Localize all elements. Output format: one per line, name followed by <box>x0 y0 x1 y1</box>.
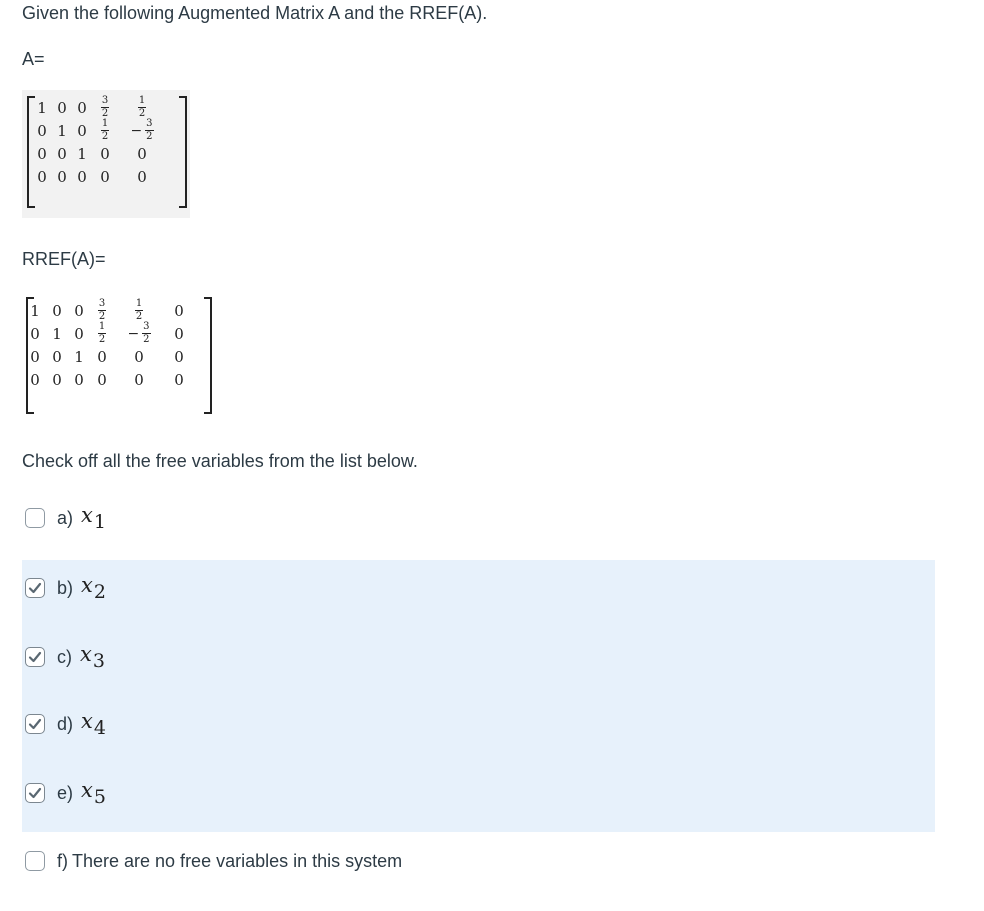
matrix-entry <box>114 345 164 368</box>
matrix-entry <box>68 345 90 368</box>
variable-symbol: x <box>81 573 93 597</box>
option-checkbox[interactable] <box>25 851 45 871</box>
checkmark-icon <box>28 650 42 664</box>
matrix-value: 0 <box>57 98 67 117</box>
matrix-rref-grid <box>24 299 194 391</box>
option-checkbox[interactable] <box>25 508 45 528</box>
matrix-value: 0 <box>174 347 184 366</box>
option-letter: a) <box>57 507 74 528</box>
matrix-value: 0 <box>97 370 107 389</box>
matrix-entry <box>52 96 72 119</box>
matrix-value: 0 <box>137 167 147 186</box>
option-variable <box>80 642 105 672</box>
matrix-value: 1 <box>52 324 62 343</box>
option-f[interactable] <box>25 846 402 876</box>
matrix-entry <box>118 96 166 119</box>
matrix-entry <box>114 368 164 391</box>
matrix-a <box>22 90 190 218</box>
matrix-value: 0 <box>74 324 84 343</box>
matrix-value: 1 <box>74 347 84 366</box>
matrix-value: 1 <box>77 144 87 163</box>
matrix-value: 0 <box>30 324 40 343</box>
option-letter: e) <box>57 782 74 803</box>
matrix-entry <box>32 119 52 142</box>
matrix-value: 0 <box>52 370 62 389</box>
matrix-entry <box>52 119 72 142</box>
matrix-entry <box>90 322 114 345</box>
matrix-a-grid <box>32 96 166 188</box>
checkmark-icon <box>28 786 42 800</box>
matrix-entry <box>32 96 52 119</box>
option-a[interactable] <box>25 503 106 533</box>
matrix-entry <box>90 299 114 322</box>
matrix-entry <box>118 165 166 188</box>
variable-subscript: 2 <box>93 581 106 603</box>
option-letter: b) <box>57 577 74 598</box>
variable-subscript: 5 <box>93 786 106 808</box>
variable-symbol: x <box>81 503 93 527</box>
matrix-value: 0 <box>37 167 47 186</box>
matrix-value: 0 <box>174 370 184 389</box>
option-checkbox[interactable] <box>25 578 45 598</box>
matrix-value: 0 <box>77 98 87 117</box>
matrix-fraction: − $\frac{3}{2}$ <box>127 321 150 345</box>
matrix-entry <box>68 322 90 345</box>
option-variable <box>81 573 106 603</box>
instruction-text: Check off all the free variables from the list below. <box>22 451 418 471</box>
matrix-entry <box>118 119 166 142</box>
matrix-value: 0 <box>137 144 147 163</box>
matrix-value: 0 <box>77 121 87 140</box>
matrix-entry <box>90 345 114 368</box>
checkmark-icon <box>28 717 42 731</box>
matrix-entry <box>92 119 118 142</box>
matrix-entry <box>32 142 52 165</box>
matrix-value: 0 <box>52 301 62 320</box>
option-variable <box>81 709 106 739</box>
option-text: There are no free variables in this system <box>72 850 403 871</box>
matrix-entry <box>68 299 90 322</box>
matrix-rref <box>22 293 216 421</box>
matrix-entry <box>72 142 92 165</box>
matrix-value: 0 <box>57 144 67 163</box>
matrix-a-right-bracket <box>179 96 187 208</box>
option-c[interactable] <box>25 642 105 672</box>
matrix-value: 0 <box>77 167 87 186</box>
option-d[interactable] <box>25 709 106 739</box>
matrix-entry <box>52 142 72 165</box>
matrix-fraction: $\frac{1}{2}$ <box>135 298 143 322</box>
matrix-value: 0 <box>134 347 144 366</box>
option-variable <box>81 503 106 533</box>
matrix-value: 0 <box>174 301 184 320</box>
matrix-entry <box>164 368 194 391</box>
matrix-entry <box>72 165 92 188</box>
matrix-a-label: A= <box>22 49 45 69</box>
option-letter: f) <box>57 850 68 871</box>
matrix-value: 0 <box>174 324 184 343</box>
variable-subscript: 1 <box>93 511 106 533</box>
matrix-entry <box>24 368 46 391</box>
matrix-value: 1 <box>37 98 47 117</box>
matrix-value: 0 <box>37 121 47 140</box>
matrix-value: 0 <box>100 167 110 186</box>
matrix-rref-right-bracket <box>204 297 212 414</box>
variable-symbol: x <box>80 642 92 666</box>
matrix-value: 0 <box>100 144 110 163</box>
matrix-value: 1 <box>30 301 40 320</box>
matrix-value: 0 <box>30 347 40 366</box>
matrix-value: 0 <box>134 370 144 389</box>
question-intro: Given the following Augmented Matrix A and the RREF(A). <box>22 3 488 23</box>
matrix-fraction: $\frac{1}{2}$ <box>138 95 146 119</box>
matrix-fraction: $\frac{3}{2}$ <box>101 95 109 119</box>
option-letter: c) <box>57 646 72 667</box>
option-checkbox[interactable] <box>25 783 45 803</box>
matrix-value: 0 <box>97 347 107 366</box>
matrix-entry <box>92 96 118 119</box>
checkmark-icon <box>28 581 42 595</box>
matrix-fraction: $\frac{3}{2}$ <box>98 298 106 322</box>
matrix-entry <box>164 322 194 345</box>
matrix-value: 0 <box>74 301 84 320</box>
selected-answers-highlight <box>22 560 935 832</box>
matrix-entry <box>72 119 92 142</box>
variable-symbol: x <box>81 709 93 733</box>
matrix-entry <box>164 345 194 368</box>
matrix-value: 1 <box>57 121 67 140</box>
matrix-entry <box>114 299 164 322</box>
matrix-entry <box>164 299 194 322</box>
matrix-entry <box>90 368 114 391</box>
option-b[interactable] <box>25 573 106 603</box>
matrix-entry <box>24 322 46 345</box>
matrix-value: 0 <box>74 370 84 389</box>
variable-subscript: 3 <box>92 650 105 672</box>
rref-label: RREF(A)= <box>22 249 106 269</box>
matrix-fraction: $\frac{1}{2}$ <box>101 118 109 142</box>
matrix-entry <box>118 142 166 165</box>
matrix-entry <box>24 345 46 368</box>
matrix-entry <box>46 299 68 322</box>
option-checkbox[interactable] <box>25 714 45 734</box>
matrix-entry <box>24 299 46 322</box>
matrix-entry <box>68 368 90 391</box>
option-variable <box>81 778 106 808</box>
matrix-entry <box>92 165 118 188</box>
matrix-entry <box>92 142 118 165</box>
matrix-value: 0 <box>30 370 40 389</box>
matrix-entry <box>32 165 52 188</box>
option-checkbox[interactable] <box>25 647 45 667</box>
matrix-entry <box>46 368 68 391</box>
matrix-value: 0 <box>52 347 62 366</box>
option-letter: d) <box>57 713 74 734</box>
matrix-entry <box>46 322 68 345</box>
matrix-entry <box>52 165 72 188</box>
matrix-fraction: $\frac{1}{2}$ <box>98 321 106 345</box>
matrix-entry <box>46 345 68 368</box>
matrix-fraction: − $\frac{3}{2}$ <box>130 118 153 142</box>
option-e[interactable] <box>25 778 106 808</box>
variable-symbol: x <box>81 778 93 802</box>
matrix-value: 0 <box>37 144 47 163</box>
variable-subscript: 4 <box>93 717 106 739</box>
matrix-value: 0 <box>57 167 67 186</box>
matrix-entry <box>72 96 92 119</box>
matrix-entry <box>114 322 164 345</box>
